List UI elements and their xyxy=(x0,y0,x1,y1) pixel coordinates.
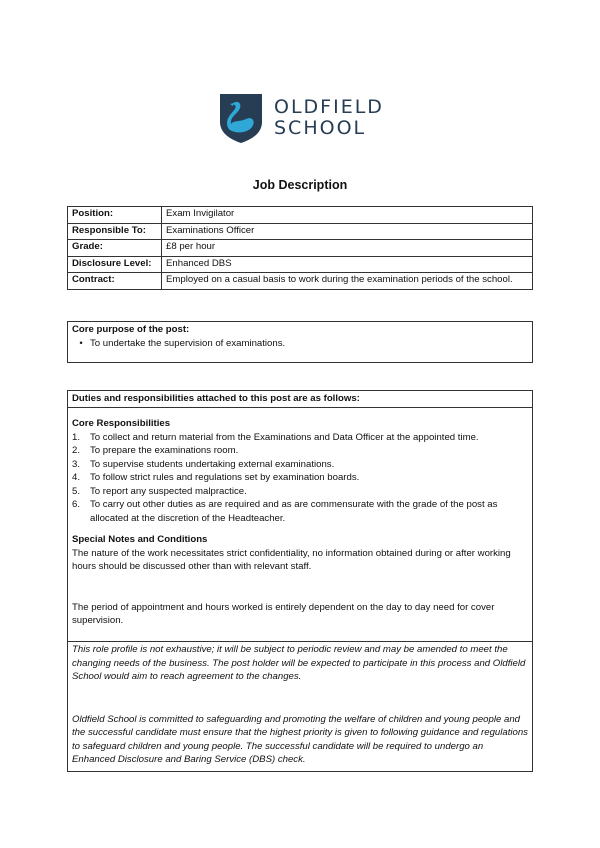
school-name xyxy=(274,97,384,139)
core-purpose-box xyxy=(67,321,533,363)
row-label: Disclosure Level: xyxy=(68,256,162,273)
duties-body xyxy=(68,407,532,641)
row-label: Responsible To: xyxy=(68,223,162,240)
item-number: 2. xyxy=(72,445,81,456)
table-row xyxy=(68,240,533,257)
item-number: 3. xyxy=(72,458,81,470)
item-number: 6. xyxy=(72,499,81,510)
bullet-icon: • xyxy=(79,337,83,349)
special-notes-heading: Special Notes and Conditions xyxy=(72,534,208,545)
list-item xyxy=(72,431,528,445)
list-item xyxy=(72,498,528,525)
item-text: To carry out other duties as are required and as are commensurate with the grade of the post as allocated at the discretion of the Headteacher. xyxy=(90,499,498,524)
list-item xyxy=(72,458,528,472)
list-item xyxy=(72,471,528,485)
core-responsibilities-heading: Core Responsibilities xyxy=(72,418,171,429)
school-name-line1: OLDFIELD xyxy=(274,96,384,118)
item-text: To collect and return material from the Examinations and Data Officer at the appointed time. xyxy=(90,431,479,443)
item-text: To report any suspected malpractice. xyxy=(90,485,247,497)
item-number: 4. xyxy=(72,472,81,483)
row-label: Contract: xyxy=(68,273,162,290)
school-logo xyxy=(218,92,384,144)
school-name-line2: SCHOOL xyxy=(274,117,367,139)
item-text: To supervise students undertaking external examinations. xyxy=(90,458,335,470)
item-text: To prepare the examinations room. xyxy=(90,445,239,456)
row-value: Employed on a casual basis to work during the examination periods of the school. xyxy=(162,273,533,290)
list-item xyxy=(72,485,528,499)
page-title: Job Description xyxy=(252,178,348,192)
safeguarding-text: Oldfield School is committed to safeguarding and promoting the welfare of children and young people and the successful candidate must ensure that the highest priority is given to following guidance and regulations to safeguard children and young people. The successful candidate will be required to undergo an Enhanced Disclosure and Baring Service (DBS) check. xyxy=(72,713,528,765)
item-text: To follow strict rules and regulations set by examination boards. xyxy=(90,472,360,483)
special-notes-text: The nature of the work necessitates strict confidentiality, no information obtained during or after working hours should be discussed other than with relevant staff. xyxy=(72,547,511,572)
table-row xyxy=(68,256,533,273)
duties-footer xyxy=(68,641,532,768)
table-row xyxy=(68,273,533,290)
item-number: 1. xyxy=(72,431,81,443)
row-value: Examinations Officer xyxy=(162,223,533,240)
row-label: Position: xyxy=(68,207,162,224)
core-purpose-heading: Core purpose of the post: xyxy=(72,324,190,335)
job-info-table xyxy=(67,206,533,290)
row-value: Enhanced DBS xyxy=(162,256,533,273)
duties-heading: Duties and responsibilities attached to this post are as follows: xyxy=(72,393,360,404)
row-value: £8 per hour xyxy=(162,240,533,257)
row-value: Exam Invigilator xyxy=(162,207,533,224)
role-profile-text: This role profile is not exhaustive; it will be subject to periodic review and may be amended to meet the changing needs of the business. The post holder will be expected to participate in this process and Oldfield School would aim to reach agreement to the changes. xyxy=(72,644,526,682)
item-number: 5. xyxy=(72,485,81,497)
responsibilities-list xyxy=(72,431,528,526)
appointment-period-text: The period of appointment and hours worked is entirely dependent on the day to day need for cover supervision. xyxy=(72,601,495,626)
duties-box xyxy=(67,390,533,772)
swan-shield-icon xyxy=(218,92,264,144)
table-row xyxy=(68,207,533,224)
list-item xyxy=(72,337,528,351)
row-label: Grade: xyxy=(68,240,162,257)
list-item xyxy=(72,444,528,458)
core-purpose-text: To undertake the supervision of examinations. xyxy=(90,337,286,349)
table-row xyxy=(68,223,533,240)
